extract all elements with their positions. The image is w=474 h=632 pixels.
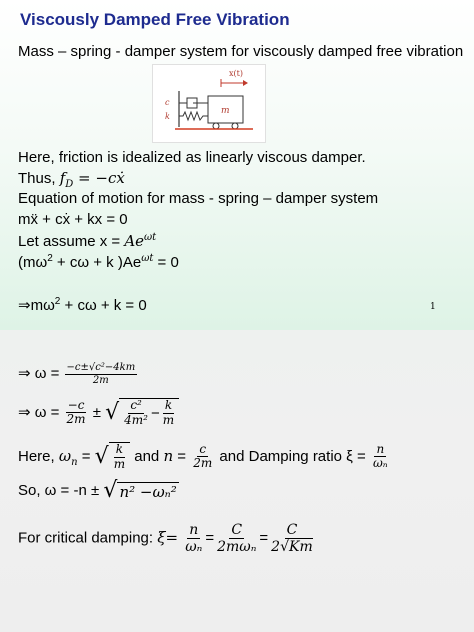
root2-a-num: −c — [67, 397, 85, 412]
here-m: m — [113, 456, 126, 471]
root2-c-den: m — [162, 412, 175, 427]
n-fraction — [191, 443, 214, 472]
damping-label: and Damping ratio ξ = — [219, 447, 370, 465]
here-k: k — [115, 442, 124, 456]
sub-left: (mω — [18, 254, 48, 271]
crit3-den-rad: Km — [288, 539, 313, 556]
root2-radical: √ $\frac{\text{c²}}{\text{4m²}}$ − $\frac{k}{m}$ — [105, 398, 179, 428]
xi-num: n — [376, 441, 385, 456]
root1-lhs: ⇒ ω = — [18, 364, 64, 382]
sub-end: = 0 — [153, 254, 179, 271]
root2-frac-c — [161, 399, 176, 428]
eom-text: Equation of motion for mass - spring – damper system — [18, 190, 379, 207]
root2-pm: ± — [92, 403, 106, 421]
assume-rhs: Ae — [124, 232, 145, 250]
critical-damping-line — [18, 522, 316, 555]
solution-radicand: n² −ωₙ² — [119, 482, 177, 501]
root2-c-num: k — [164, 398, 173, 412]
assume-label: Let assume x = — [18, 233, 125, 250]
solution-line — [18, 480, 179, 502]
so-label: So, ω = -n ± — [18, 481, 104, 499]
char-right: + cω + k = 0 — [60, 297, 147, 314]
spring-label: k — [165, 112, 170, 121]
natural-freq-radical: √ $\frac{k}{m}$ — [95, 442, 130, 472]
n-var: n — [163, 446, 174, 465]
displacement-label: x(t) — [229, 69, 243, 78]
char-left: ⇒mω — [18, 297, 55, 314]
sub-mid: + cω + k )Ae — [52, 254, 142, 271]
eom-equation: mẍ + cẋ + kx = 0 — [18, 211, 128, 228]
crit-eq-2: = — [259, 529, 269, 547]
crit1-den: ωₙ — [185, 539, 203, 556]
mass-label: m — [221, 106, 230, 116]
damping-force-symbol: f — [59, 169, 66, 187]
crit-eq-1: = — [205, 529, 215, 547]
friction-text: Here, friction is idealized as linearly viscous damper. — [18, 149, 366, 166]
sub-exponent: ωt — [141, 253, 154, 264]
root2-lhs: ⇒ ω = — [18, 403, 64, 421]
k-over-m — [112, 443, 127, 472]
root-formula-2 — [18, 398, 179, 428]
subtitle-text: Mass – spring - damper system for viscously damped free vibration — [18, 43, 464, 60]
xi-fraction — [371, 443, 390, 472]
root2-b-num: c² — [130, 398, 142, 412]
mass-spring-damper-diagram — [152, 64, 266, 143]
thus-line — [18, 169, 125, 190]
diagram-svg — [153, 65, 265, 142]
definitions-line — [18, 442, 391, 472]
damping-force-subscript: D — [65, 179, 74, 190]
crit3-den: 2√Km — [271, 539, 313, 556]
crit-label: For critical damping: — [18, 529, 158, 547]
solution-radical: √ n² −ωₙ² — [103, 478, 177, 503]
omega-n-sub: n — [71, 456, 78, 468]
thus-label: Thus, — [18, 170, 56, 187]
substituted-equation — [18, 254, 179, 271]
crit3-num: C — [286, 522, 298, 538]
root2-frac-b — [122, 399, 150, 428]
here-eq: = — [77, 447, 95, 465]
crit-frac-1 — [183, 522, 204, 555]
slide-title: Viscously Damped Free Vibration — [20, 10, 290, 29]
n-eq: = — [173, 447, 191, 465]
and-1: and — [134, 447, 164, 465]
crit-xi: ξ= — [157, 528, 179, 547]
slide-2 — [0, 330, 474, 632]
damper-label: c — [165, 98, 170, 107]
root-formula-1 — [18, 362, 138, 386]
crit2-num: C — [231, 522, 243, 538]
n-num: c — [199, 441, 207, 456]
here-label: Here, — [18, 447, 59, 465]
xi-den: ωₙ — [372, 456, 388, 471]
root2-frac-a — [65, 399, 88, 428]
crit3-den-pre: 2 — [271, 539, 281, 556]
crit2-den: 2mωₙ — [217, 539, 257, 556]
n-den: 2m — [193, 456, 213, 471]
assume-line — [18, 232, 156, 250]
damping-force-rhs: = −cẋ — [73, 169, 125, 187]
characteristic-equation — [18, 296, 147, 314]
crit-frac-3 — [269, 522, 315, 555]
root2-minus: − — [151, 404, 160, 422]
root2-b-den: 4m² — [124, 412, 148, 427]
root2-a-den: 2m — [66, 412, 86, 427]
sub-square: 2 — [47, 253, 53, 264]
char-square: 2 — [54, 296, 61, 307]
assume-exponent: ωt — [144, 232, 157, 243]
root1-numerator: −c±√c²−4km — [66, 362, 136, 373]
root1-fraction — [65, 362, 138, 386]
crit-frac-2 — [215, 522, 258, 555]
crit1-num: n — [189, 522, 199, 538]
omega-n: ω — [58, 446, 72, 465]
page-number: 1 — [430, 302, 436, 312]
root1-denominator: 2m — [92, 374, 109, 386]
